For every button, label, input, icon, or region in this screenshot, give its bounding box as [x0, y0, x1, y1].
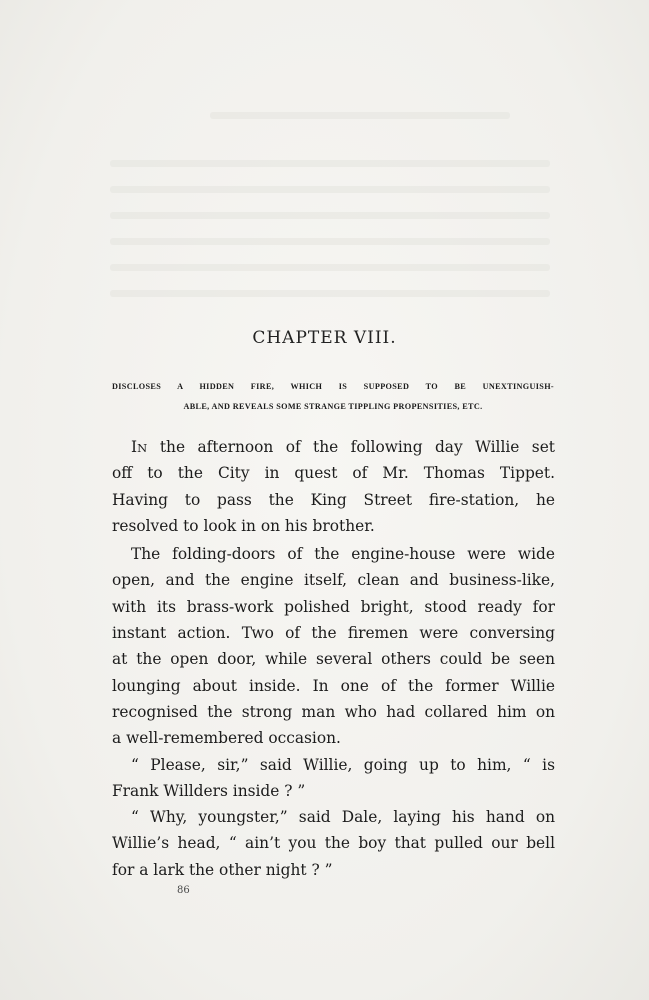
show-through-line	[110, 212, 550, 219]
text-line: recognised the strong man who had collared him on	[112, 702, 555, 721]
text-line: “ Why, youngster,” said Dale, laying his hand on	[131, 808, 555, 827]
text-line: Frank Willders inside ? ”	[112, 781, 306, 800]
text-line	[112, 434, 555, 460]
chapter-summary	[112, 377, 554, 417]
text-line: The folding-doors of the engine-house were wide	[131, 545, 555, 564]
chapter-title: CHAPTER VIII.	[252, 328, 397, 348]
show-through-line	[110, 186, 550, 193]
show-through-line	[110, 264, 550, 271]
text-line: at the open door, while several others could be seen	[112, 650, 555, 669]
show-through-line	[110, 238, 550, 245]
text-line: off to the City in quest of Mr. Thomas Tippet.	[112, 464, 555, 483]
chapter-summary-line: DISCLOSES A HIDDEN FIRE, WHICH IS SUPPOSED TO BE UNEXTINGUISH-	[112, 382, 554, 391]
show-through-line	[110, 290, 550, 297]
text-line: with its brass-work polished bright, stood ready for	[112, 597, 555, 616]
body-text	[112, 434, 555, 883]
chapter-summary-line: ABLE, AND REVEALS SOME STRANGE TIPPLING PROPENSITIES, ETC.	[183, 402, 483, 411]
text-line-content: the afternoon of the following day Willie set	[147, 438, 555, 456]
text-line: a well-remembered occasion.	[112, 729, 341, 748]
drop-lead-word: IN	[131, 438, 148, 456]
text-line: instant action. Two of the firemen were conversing	[112, 624, 555, 643]
show-through-line	[110, 160, 550, 167]
text-line: “ Please, sir,” said Willie, going up to him, “ is	[131, 755, 555, 774]
text-line: for a lark the other night ? ”	[112, 860, 333, 879]
text-line: Willie’s head, “ ain’t you the boy that pulled our bell	[112, 834, 555, 853]
page-number: 86	[177, 885, 190, 896]
show-through-line	[210, 112, 510, 119]
text-line: open, and the engine itself, clean and business-like,	[112, 571, 555, 590]
text-line: Having to pass the King Street fire-station, he	[112, 490, 555, 509]
text-line: resolved to look in on his brother.	[112, 516, 375, 535]
text-line: lounging about inside. In one of the former Willie	[112, 676, 555, 695]
lead-word-rest: N	[137, 441, 148, 455]
